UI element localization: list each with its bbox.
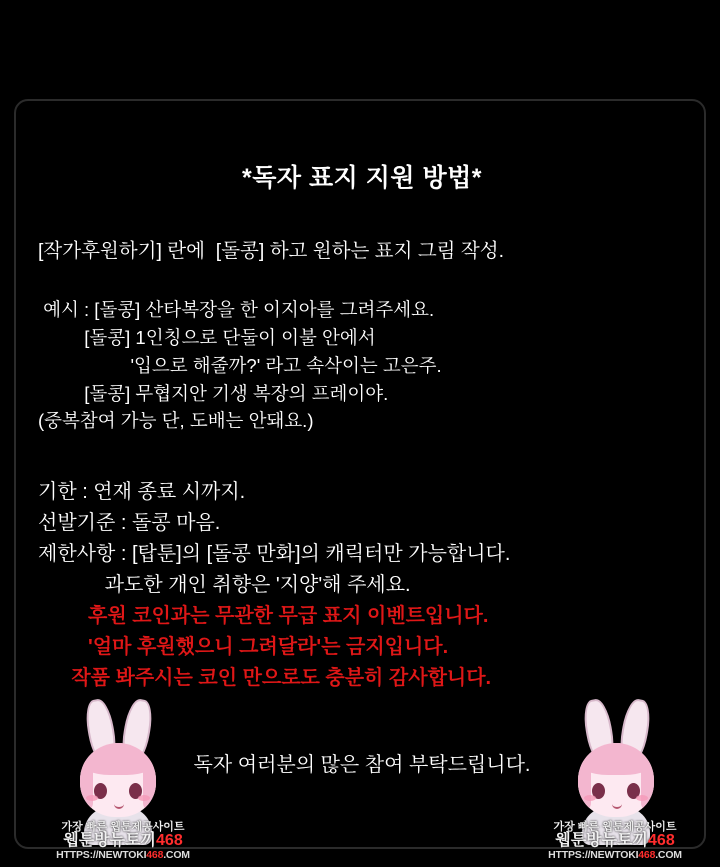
watermark-site-number: 468 (156, 832, 183, 850)
page-title: *독자 표지 지원 방법* (242, 164, 482, 192)
term-line-warning: '얼마 후원했으니 그려달라'는 금지입니다. (38, 636, 449, 659)
watermark-site-number: 468 (648, 832, 675, 850)
watermark-url (28, 850, 218, 861)
example-line: '입으로 해줄까?' 라고 속삭이는 고은주. (38, 354, 442, 376)
watermark-url-number: 468 (638, 848, 656, 861)
watermark-tagline: 가장 빠른 웹툰제공사이트 (553, 820, 677, 833)
watermark-url-suffix: .COM (163, 848, 190, 861)
watermark-url-text: HTTPS://NEWTOKI (548, 848, 639, 861)
watermark-site-name (520, 833, 710, 850)
watermark-url-suffix: .COM (655, 848, 682, 861)
watermark-tagline: 가장 빠른 웹툰제공사이트 (61, 820, 185, 833)
watermark-right (520, 822, 710, 861)
terms-block (16, 477, 708, 694)
example-line: [돌콩] 1인칭으로 단둘이 이불 안에서 (38, 327, 376, 349)
lead-instruction (16, 238, 708, 264)
closing-message: 독자 여러분의 많은 참여 부탁드립니다. (193, 754, 531, 777)
watermark-left (28, 822, 218, 861)
example-line: [돌콩] 무협지안 기생 복장의 프레이야. (38, 382, 389, 404)
examples-block (16, 296, 708, 435)
term-line: 선발기준 : 돌콩 마음. (38, 512, 221, 535)
term-line: 제한사항 : [탑툰]의 [돌콩 만화]의 캐릭터만 가능합니다. (38, 543, 511, 566)
term-line-warning: 작품 봐주시는 코인 만으로도 충분히 감사합니다. (38, 667, 492, 690)
term-line-warning: 후원 코인과는 무관한 무급 표지 이벤트입니다. (38, 605, 489, 628)
lead-line: [작가후원하기] 란에 [돌콩] 하고 원하는 표지 그림 작성. (38, 240, 505, 262)
term-line: 기한 : 연재 종료 시까지. (38, 481, 246, 504)
watermark-site-name (28, 833, 218, 850)
watermark-url-text: HTTPS://NEWTOKI (56, 848, 147, 861)
term-line: 과도한 개인 취향은 '지양'해 주세요. (38, 574, 411, 597)
watermark-site-text: 웹툰방뉴토끼 (63, 832, 157, 850)
watermark-site-text: 웹툰방뉴토끼 (555, 832, 649, 850)
example-note: (중복참여 가능 단, 도배는 안돼요.) (38, 410, 314, 432)
watermark-url (520, 850, 710, 861)
example-line: 예시 : [돌콩] 산타복장을 한 이지아를 그려주세요. (38, 299, 435, 321)
watermark-url-number: 468 (146, 848, 164, 861)
notice-content (16, 101, 708, 777)
